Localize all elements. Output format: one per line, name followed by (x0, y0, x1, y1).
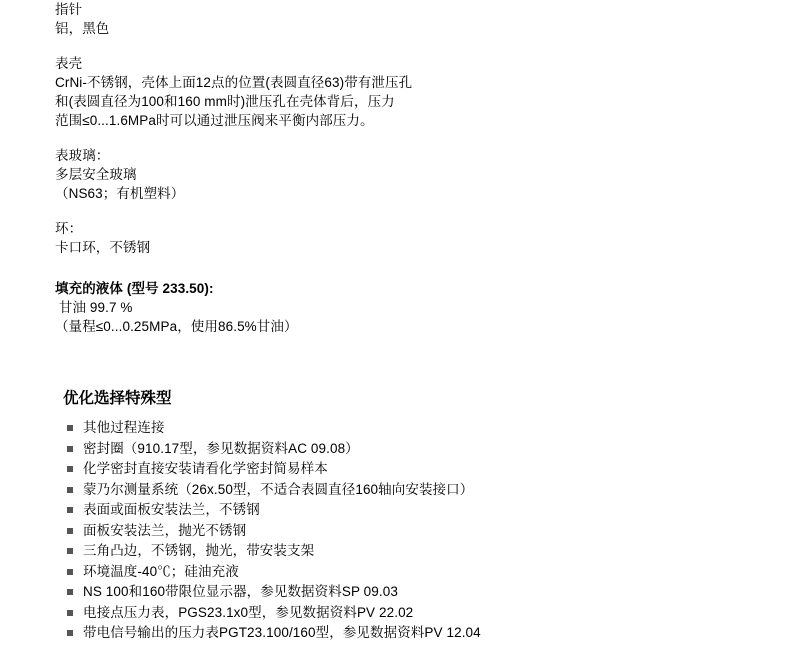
square-bullet-icon (67, 466, 73, 472)
options-list (55, 418, 755, 644)
pointer-line-2: 铝，黑色 (55, 21, 110, 36)
list-item-label: 其他过程连接 (83, 420, 165, 435)
list-item (55, 582, 755, 603)
list-item-label: 化学密封直接安装请看化学密封简易样本 (83, 461, 328, 476)
list-item-label: 环境温度-40℃；硅油充液 (83, 563, 239, 579)
filling-line-2: （量程≤0...0.25MPa，使用86.5%甘油） (55, 319, 298, 334)
spacer (55, 368, 755, 388)
list-item (55, 541, 755, 562)
list-item-label: NS 100和160带限位显示器，参见数据资料SP 09.03 (83, 584, 398, 599)
spacer (55, 203, 755, 219)
list-item-label: 带电信号输出的压力表PGT23.100/160型，参见数据资料PV 12.04 (83, 625, 481, 640)
list-item-label: 面板安装法兰，抛光不锈钢 (83, 522, 247, 538)
spacer (55, 257, 755, 279)
case-line-3: 范围≤0...1.6MPa时可以通过泄压阀来平衡内部压力。 (55, 113, 374, 128)
list-item-label: 三角凸边，不锈钢，抛光，带安装支架 (83, 543, 315, 558)
case-title: 表壳 (55, 56, 83, 71)
filling-line-1: 甘油 99.7 % (55, 300, 133, 315)
square-bullet-icon (67, 507, 73, 513)
filling-title-prefix: 填充的液体 (型号 (55, 281, 163, 296)
filling-title-model: 233.50 (162, 281, 205, 296)
options-heading: 优化选择特殊型 (63, 390, 172, 407)
filling-title-suffix: ): (204, 281, 214, 296)
square-bullet-icon (67, 630, 73, 636)
square-bullet-icon (67, 446, 73, 452)
list-item-label: 密封圈（910.17型，参见数据资料AC 09.08） (83, 440, 359, 456)
square-bullet-icon (67, 548, 73, 554)
spacer (55, 38, 755, 54)
list-item (55, 500, 755, 521)
ring-line-1: 卡口环，不锈钢 (55, 240, 151, 255)
case-line-2: 和(表圆直径为100和160 mm时)泄压孔在壳体背后，压力 (55, 94, 395, 109)
window-line-1: 多层安全玻璃 (55, 167, 137, 182)
list-item (55, 480, 755, 501)
ring-title: 环： (55, 221, 83, 236)
list-item-label: 表面或面板安装法兰，不锈钢 (83, 502, 260, 517)
list-item (55, 562, 755, 583)
list-item (55, 418, 755, 439)
list-item (55, 459, 755, 480)
list-item (55, 439, 755, 460)
window-line-2: （NS63；有机塑料） (55, 186, 185, 201)
case-line-1: CrNi-不锈钢，壳体上面12点的位置(表圆直径63)带有泄压孔 (55, 75, 413, 90)
section-filling (55, 279, 755, 336)
square-bullet-icon (67, 487, 73, 493)
section-pointer (55, 0, 755, 38)
list-item (55, 603, 755, 624)
window-title: 表玻璃： (55, 148, 110, 163)
list-item-label: 电接点压力表，PGS23.1x0型，参见数据资料PV 22.02 (83, 604, 414, 620)
list-item (55, 623, 755, 644)
list-item (55, 521, 755, 542)
square-bullet-icon (67, 528, 73, 534)
section-case (55, 54, 755, 130)
list-item-label: 蒙乃尔测量系统（26x.50型，不适合表圆直径160轴向安装接口） (83, 481, 474, 497)
square-bullet-icon (67, 589, 73, 595)
section-ring (55, 219, 755, 257)
square-bullet-icon (67, 425, 73, 431)
section-window (55, 146, 755, 203)
square-bullet-icon (67, 569, 73, 575)
spacer (55, 130, 755, 146)
square-bullet-icon (67, 610, 73, 616)
filling-title (55, 279, 755, 298)
section-options (55, 388, 755, 644)
document-content (55, 0, 755, 644)
spacer (55, 336, 755, 368)
pointer-line-1: 指针 (55, 2, 83, 17)
